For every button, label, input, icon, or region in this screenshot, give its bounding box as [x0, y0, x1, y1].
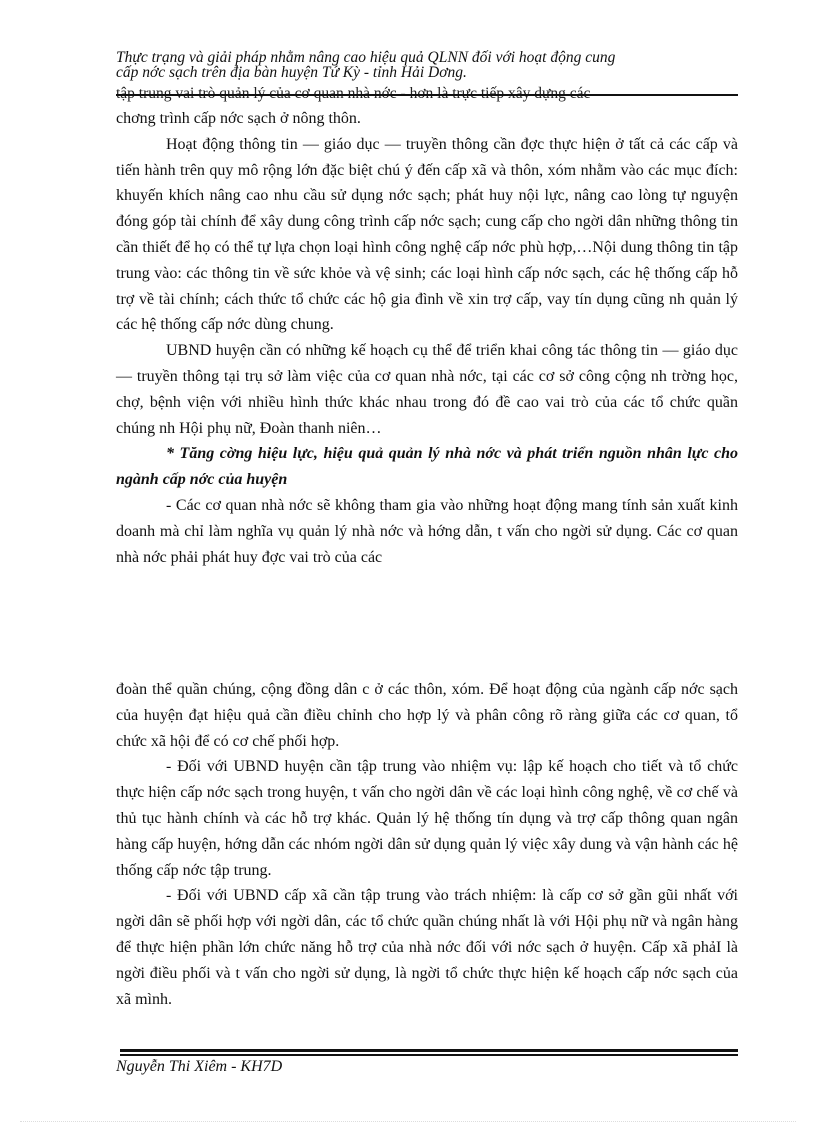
paragraph: UBND huyện cần có những kế hoạch cụ thể để triển khai công tác thông tin — giáo dục — truyền thông tại trụ sở làm việc của cơ quan nhà nớc, tại các cơ sở công cộng nh trờng học, chợ, bệnh viện với nhiều hình thức khác nhau trong đó đề cao vai trò của các tổ chức quần chúng nh Hội phụ nữ, Đoàn thanh niên… [116, 342, 738, 437]
text-block-2 [116, 677, 738, 1012]
header-line-1: Thực trạng và giải pháp nhằm nâng cao hiệu quả QLNN đối với hoạt động cung [116, 49, 616, 66]
paragraph: - Đối với UBND cấp xã cần tập trung vào trách nhiệm: là cấp cơ sở gần gũi nhất với ngời dân sẽ phối hợp với ngời dân, các tổ chức quần chúng nhất là với Hội phụ nữ và ngân hàng để thực hiện phần lớn chức năng hỗ trợ của nhà nớc đối với nớc sạch ở huyện. Cấp xã phảI là ngời điều phối và t vấn cho ngời sử dụng, là ngời tổ chức thực hiện kế hoạch cấp nớc sạch của xã mình. [116, 887, 738, 1008]
footer-rule [120, 1049, 738, 1052]
header-line-2: cấp nớc sạch trên địa bàn huyện Tứ Kỳ - tỉnh Hải Dơng. [116, 64, 467, 81]
paragraph: chơng trình cấp nớc sạch ở nông thôn. [116, 110, 361, 127]
footer-rule [120, 1054, 738, 1056]
running-header [116, 50, 740, 80]
cutoff-text-line [116, 85, 738, 103]
footer-author: Nguyễn Thi Xiêm - KH7D [116, 1058, 283, 1075]
header-rule [116, 94, 738, 96]
section-heading: * Tăng cờng hiệu lực, hiệu quả quản lý nhà nớc và phát triển nguồn nhân lực cho ngành cấp nớc của huyện [116, 445, 738, 489]
paragraph: Hoạt động thông tin — giáo dục — truyền thông cần đợc thực hiện ở tất cả các cấp và tiến hành trên quy mô rộng lớn đặc biệt chú ý đến cấp xã và thôn, xóm nhằm vào các mục đích: khuyến khích nâng cao nhu cầu sử dụng nớc sạch; phát huy nội lực, nâng cao lòng tự nguyện đóng góp tài chính để xây dung công trình cấp nớc sạch; cung cấp cho ngời dân những thông tin cần thiết để họ có thể tự lựa chọn loại hình công nghệ cấp nớc phù hợp,…Nội dung thông tin tập trung vào: các thông tin về sức khỏe và vệ sinh; các loại hình cấp nớc sạch, các hệ thống cấp hỗ trợ về tài chính; cách thức tổ chức các hộ gia đình về xin trợ cấp, vay tín dụng cũng nh quản lý các hệ thống cấp nớc dùng chung. [116, 135, 738, 334]
paragraph: đoàn thể quần chúng, cộng đồng dân c ở các thôn, xóm. Để hoạt động của ngành cấp nớc sạch của huyện đạt hiệu quả cần điều chỉnh cho hợp lý và phân công rõ ràng giữa các cơ quan, tổ chức xã hội để có cơ chế phối hợp. [116, 681, 738, 750]
text-block-1 [116, 106, 738, 570]
paragraph: - Các cơ quan nhà nớc sẽ không tham gia vào những hoạt động mang tính sản xuất kinh doanh mà chỉ làm nghĩa vụ quản lý nhà nớc và hớng dẫn, t vấn cho ngời sử dụng. Các cơ quan nhà nớc phải phát huy đợc vai trò của các [116, 496, 738, 566]
paragraph: - Đối với UBND huyện cần tập trung vào nhiệm vụ: lập kế hoạch cho tiết và tổ chức thực hiện cấp nớc sạch trong huyện, t vấn cho ngời dân về các loại hình công nghệ, về cơ chế và thủ tục hành chính và các hỗ trợ khác. Quản lý hệ thống tín dụng và trợ cấp thông quan ngân hàng cấp huyện, hớng dẫn các nhóm ngời dân sử dụng quản lý việc xây dung và vận hành các hệ thống cấp nớc tập trung. [116, 758, 738, 879]
page-bottom-divider [20, 1121, 796, 1122]
